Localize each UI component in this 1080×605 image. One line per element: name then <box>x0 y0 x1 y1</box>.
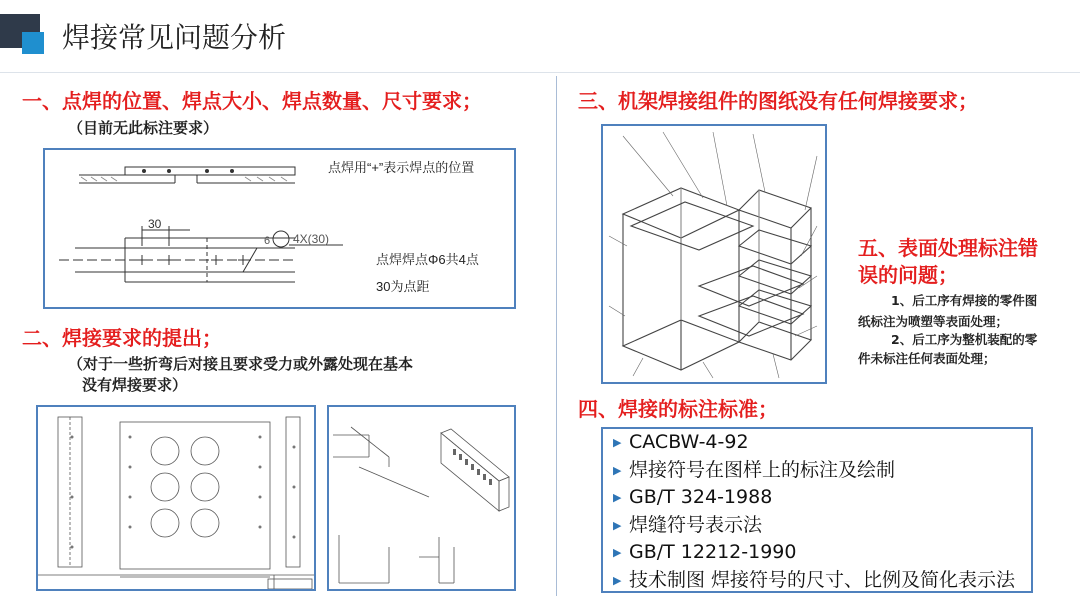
channel-drawing-frame <box>327 405 516 591</box>
standards-list-box <box>601 427 1033 593</box>
header-logo-blue-square <box>22 32 44 54</box>
section2-note-line2: 没有焊接要求） <box>82 376 188 394</box>
caption-spot-count: 点焊焊点Φ6共4点 <box>376 252 479 267</box>
section5-item2-line2: 件未标注任何表面处理； <box>858 351 996 366</box>
list-item <box>609 539 1025 567</box>
frame-assembly-figure <box>601 124 827 384</box>
caption-spot-pitch: 30为点距 <box>376 279 430 294</box>
standard-item-text: 焊缝符号表示法 <box>629 513 763 536</box>
list-item <box>609 457 1025 485</box>
list-item <box>609 567 1025 595</box>
spot-weld-figure <box>43 148 516 309</box>
standards-list <box>609 429 1025 594</box>
spot-size-label: 6 <box>264 235 271 247</box>
section2-note-line1: （对于一些折弯后对接且要求受力或外露处现在基本 <box>68 355 414 373</box>
section1-note: （目前无此标注要求） <box>68 119 219 137</box>
section4-heading: 四、焊接的标注标准； <box>578 397 778 421</box>
spot-weld-drawing <box>45 150 514 307</box>
bullet-triangle-icon: ▶ <box>613 546 622 559</box>
section5-item1-line2: 纸标注为喷塑等表面处理； <box>858 314 1009 329</box>
overlap-plate <box>125 167 295 175</box>
bullet-triangle-icon: ▶ <box>613 436 622 449</box>
section1-heading: 一、点焊的位置、焊点大小、焊点数量、尺寸要求； <box>22 89 482 113</box>
bullet-triangle-icon: ▶ <box>613 463 622 477</box>
channel-drawing <box>329 407 514 589</box>
section5-item2-line1: 2、后工序为整机装配的零 <box>891 332 1038 347</box>
list-item <box>609 512 1025 540</box>
section3-heading: 三、机架焊接组件的图纸没有任何焊接要求； <box>578 89 978 113</box>
list-item <box>609 429 1025 457</box>
caption-plus-marks: 点焊用“+”表示焊点的位置 <box>328 160 475 175</box>
section5-heading-line1: 五、表面处理标注错 <box>858 236 1038 260</box>
bullet-triangle-icon: ▶ <box>613 573 622 587</box>
standard-item-text: 技术制图 焊接符号的尺寸、比例及简化表示法 <box>629 568 1016 591</box>
section2-heading: 二、焊接要求的提出； <box>22 326 222 350</box>
panel-drawing-frame <box>36 405 316 591</box>
column-divider <box>556 76 557 596</box>
standard-item-text: CACBW-4-92 <box>629 431 749 453</box>
header-rule <box>0 72 1080 73</box>
spot-spec-label: 4X(30) <box>293 232 330 246</box>
list-item <box>609 484 1025 512</box>
section5-heading-line2: 误的问题； <box>858 263 958 287</box>
standard-item-text: 焊接符号在图样上的标注及绘制 <box>629 458 896 481</box>
frame-assembly-drawing <box>603 126 825 382</box>
page-title: 焊接常见问题分析 <box>62 21 287 54</box>
bullet-triangle-icon: ▶ <box>613 491 622 504</box>
pitch-dimension-label: 30 <box>148 217 162 231</box>
bullet-triangle-icon: ▶ <box>613 518 622 532</box>
standard-item-text: GB/T 12212-1990 <box>629 541 797 563</box>
panel-drawing <box>38 407 314 589</box>
standard-item-text: GB/T 324-1988 <box>629 486 773 508</box>
section5-item1-line1: 1、后工序有焊接的零件图 <box>891 293 1038 308</box>
